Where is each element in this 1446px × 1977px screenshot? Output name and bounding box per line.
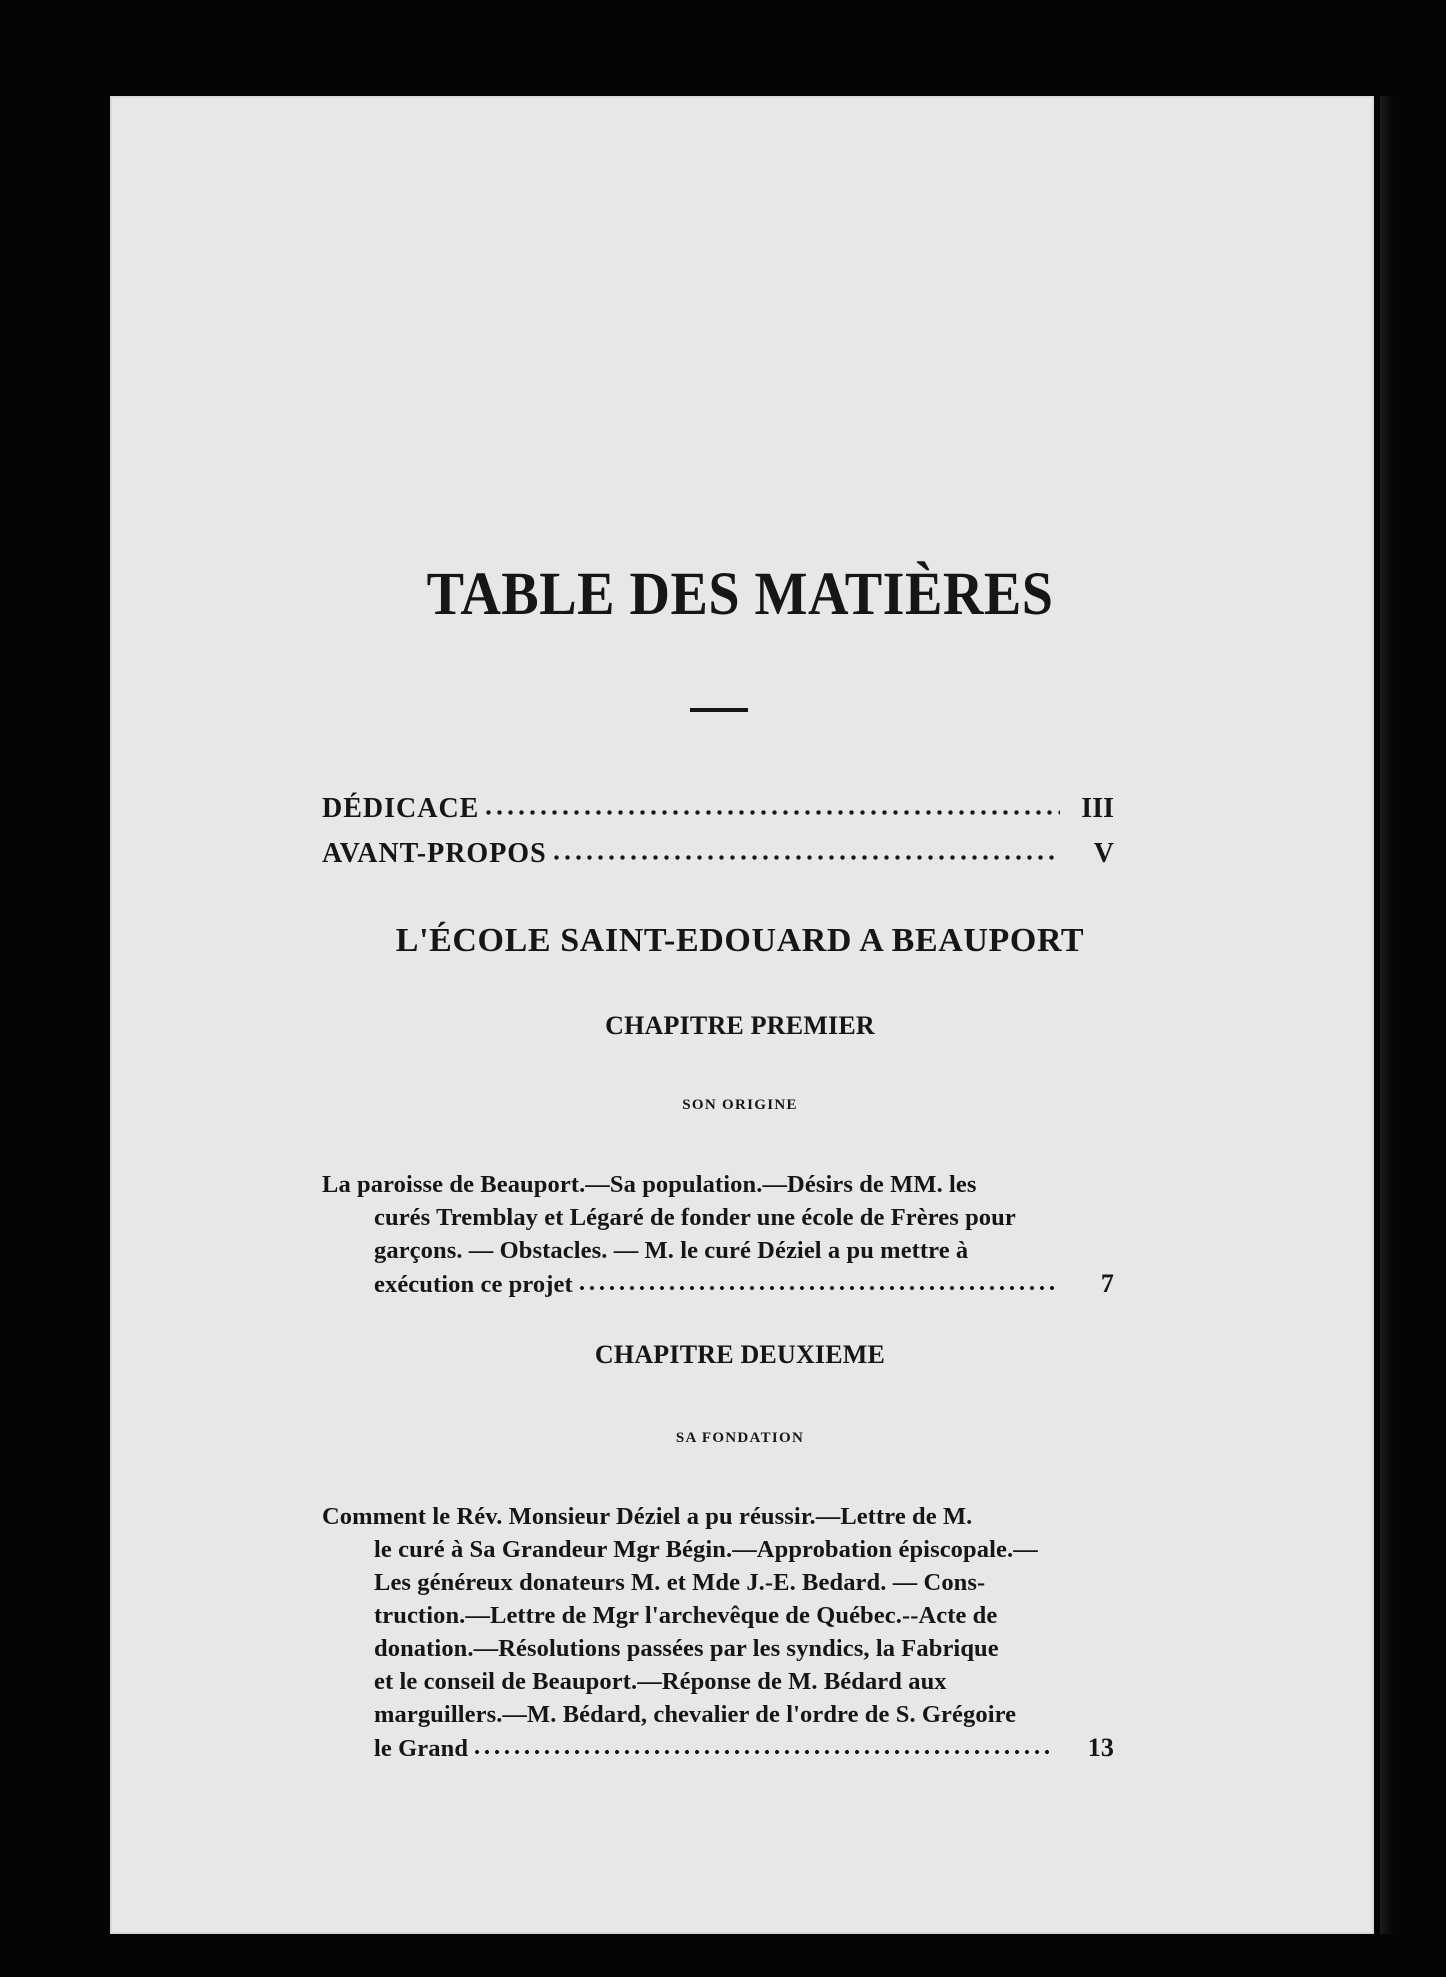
- chapter-summary: [322, 1500, 1114, 1764]
- summary-line: [322, 1168, 1114, 1201]
- summary-text: truction.—Lettre de Mgr l'archevêque de Québec.--Acte de: [374, 1602, 998, 1629]
- dot-leader: [472, 1734, 1054, 1756]
- chapter-title: CHAPITRE PREMIER: [605, 1011, 875, 1040]
- summary-text: garçons. — Obstacles. — M. le curé Déziel a pu mettre à: [374, 1237, 969, 1264]
- toc-page-number: 13: [1087, 1733, 1114, 1762]
- toc-page-number: 7: [1100, 1269, 1114, 1298]
- summary-line: [322, 1500, 1114, 1533]
- title-rule: [690, 708, 748, 712]
- toc-entry-label: AVANT-PROPOS: [322, 838, 547, 869]
- toc-foreword-entry: [322, 838, 1114, 868]
- toc-dedication-entry: [322, 793, 1114, 823]
- summary-text: marguillers.—M. Bédard, chevalier de l'ordre de S. Grégoire: [374, 1701, 1017, 1728]
- chapter-title: CHAPITRE DEUXIEME: [594, 1340, 886, 1369]
- chapter-subtitle: SA FONDATION: [675, 1430, 805, 1446]
- summary-text: et le conseil de Beauport.—Réponse de M. Bédard aux: [374, 1668, 947, 1695]
- chapter-summary: [322, 1168, 1114, 1300]
- summary-line: [322, 1234, 1114, 1267]
- summary-line-with-page: [322, 1731, 1114, 1764]
- section-title: L'ÉCOLE SAINT-EDOUARD A BEAUPORT: [395, 922, 1085, 959]
- summary-line: [322, 1665, 1114, 1698]
- summary-text: le curé à Sa Grandeur Mgr Bégin.—Approbation épiscopale.—: [374, 1536, 1038, 1563]
- summary-line: [322, 1632, 1114, 1665]
- toc-page-number: V: [1093, 838, 1114, 869]
- chapter-subtitle: SON ORIGINE: [682, 1097, 798, 1113]
- summary-line: [322, 1201, 1114, 1234]
- summary-line: [322, 1533, 1114, 1566]
- summary-text: donation.—Résolutions passées par les syndics, la Fabrique: [374, 1635, 999, 1662]
- toc-entry-label: DÉDICACE: [322, 793, 480, 824]
- summary-text: le Grand: [374, 1735, 469, 1762]
- dot-leader: [577, 1270, 1054, 1292]
- summary-text: Les généreux donateurs M. et Mde J.-E. Bedard. — Cons-: [374, 1569, 986, 1596]
- summary-text: curés Tremblay et Légaré de fonder une école de Frères pour: [374, 1204, 1016, 1231]
- scan-edge: [1380, 96, 1394, 1934]
- toc-page-number: III: [1081, 793, 1114, 824]
- table-of-contents: [110, 96, 1374, 1934]
- page-title: TABLE DES MATIÈRES: [426, 561, 1054, 628]
- summary-text: Comment le Rév. Monsieur Déziel a pu réussir.—Lettre de M.: [322, 1503, 973, 1530]
- summary-text: exécution ce projet: [374, 1271, 573, 1298]
- dot-leader: [551, 838, 1060, 862]
- summary-line-with-page: [322, 1267, 1114, 1300]
- document-page: [110, 96, 1374, 1934]
- summary-text: La paroisse de Beauport.—Sa population.—Désirs de MM. les: [322, 1171, 977, 1198]
- summary-line: [322, 1566, 1114, 1599]
- summary-line: [322, 1698, 1114, 1731]
- dot-leader: [483, 793, 1060, 817]
- summary-line: [322, 1599, 1114, 1632]
